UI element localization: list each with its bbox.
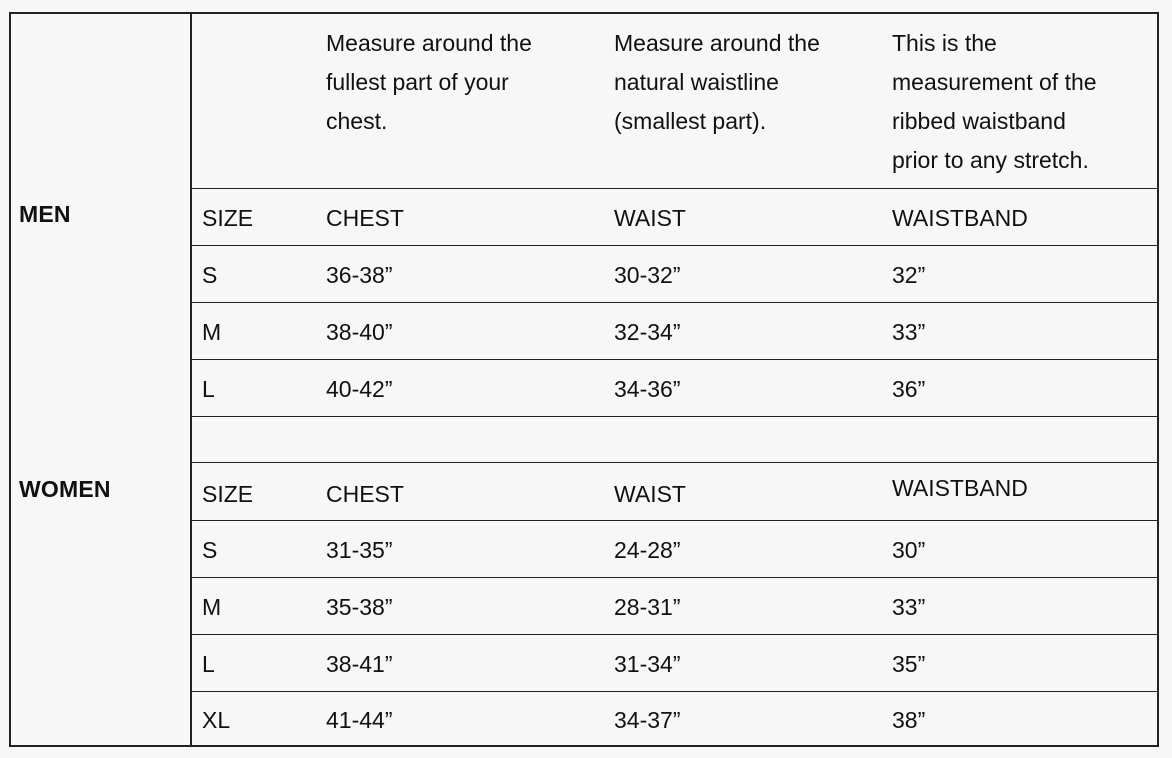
- waist-cell: 34-37”: [614, 707, 681, 733]
- chest-cell: 31-35”: [326, 537, 393, 563]
- measurement-description-row: [192, 14, 1157, 189]
- waist-cell: 31-34”: [614, 651, 681, 677]
- waist-cell: 28-31”: [614, 594, 681, 620]
- waist-description: [614, 24, 820, 141]
- column-header-waist: WAIST: [614, 205, 686, 231]
- waistband-cell: 38”: [892, 707, 926, 733]
- chest-cell: 40-42”: [326, 376, 393, 402]
- men-section-label: MEN: [19, 201, 71, 227]
- waistband-description-line: ribbed waistband: [892, 108, 1066, 134]
- men-header-row: [192, 189, 1157, 246]
- waistband-cell: 33”: [892, 319, 926, 345]
- chest-cell: 41-44”: [326, 707, 393, 733]
- waist-description-line: natural waistline: [614, 69, 779, 95]
- size-cell: L: [202, 376, 215, 402]
- chest-description-line: chest.: [326, 108, 388, 134]
- column-header-size: SIZE: [202, 205, 254, 231]
- column-header-waistband: WAISTBAND: [892, 475, 1028, 501]
- women-section-label: WOMEN: [19, 476, 111, 502]
- table-row: [192, 692, 1157, 747]
- waistband-cell: 32”: [892, 262, 926, 288]
- column-header-waist: WAIST: [614, 481, 686, 507]
- size-cell: S: [202, 537, 218, 563]
- table-row: [192, 635, 1157, 692]
- waist-description-line: Measure around the: [614, 30, 820, 56]
- table-row: [192, 521, 1157, 578]
- waistband-cell: 35”: [892, 651, 926, 677]
- chest-cell: 36-38”: [326, 262, 393, 288]
- size-cell: M: [202, 594, 222, 620]
- size-cell: M: [202, 319, 222, 345]
- chest-cell: 38-40”: [326, 319, 393, 345]
- column-header-size: SIZE: [202, 481, 254, 507]
- table-row: [192, 246, 1157, 303]
- women-header-row: [192, 463, 1157, 521]
- size-cell: L: [202, 651, 215, 677]
- size-cell: S: [202, 262, 218, 288]
- size-chart-table: [9, 12, 1159, 747]
- chest-description-line: fullest part of your: [326, 69, 509, 95]
- column-header-chest: CHEST: [326, 205, 404, 231]
- chest-description-line: Measure around the: [326, 30, 532, 56]
- table-row: [192, 578, 1157, 635]
- column-header-chest: CHEST: [326, 481, 404, 507]
- waistband-description-line: prior to any stretch.: [892, 147, 1089, 173]
- size-cell: XL: [202, 707, 231, 733]
- waist-description-line: (smallest part).: [614, 108, 767, 134]
- chest-cell: 38-41”: [326, 651, 393, 677]
- chest-cell: 35-38”: [326, 594, 393, 620]
- waistband-description-line: This is the: [892, 30, 997, 56]
- waistband-cell: 33”: [892, 594, 926, 620]
- spacer-row: [192, 417, 1157, 463]
- waist-cell: 34-36”: [614, 376, 681, 402]
- column-header-waistband: WAISTBAND: [892, 205, 1028, 231]
- chest-description: [326, 24, 532, 141]
- waistband-cell: 30”: [892, 537, 926, 563]
- waist-cell: 30-32”: [614, 262, 681, 288]
- waistband-description-line: measurement of the: [892, 69, 1097, 95]
- waistband-cell: 36”: [892, 376, 926, 402]
- section-label-column: [11, 14, 192, 745]
- table-row: [192, 360, 1157, 417]
- table-row: [192, 303, 1157, 360]
- waist-cell: 32-34”: [614, 319, 681, 345]
- waist-cell: 24-28”: [614, 537, 681, 563]
- waistband-description: [892, 24, 1097, 180]
